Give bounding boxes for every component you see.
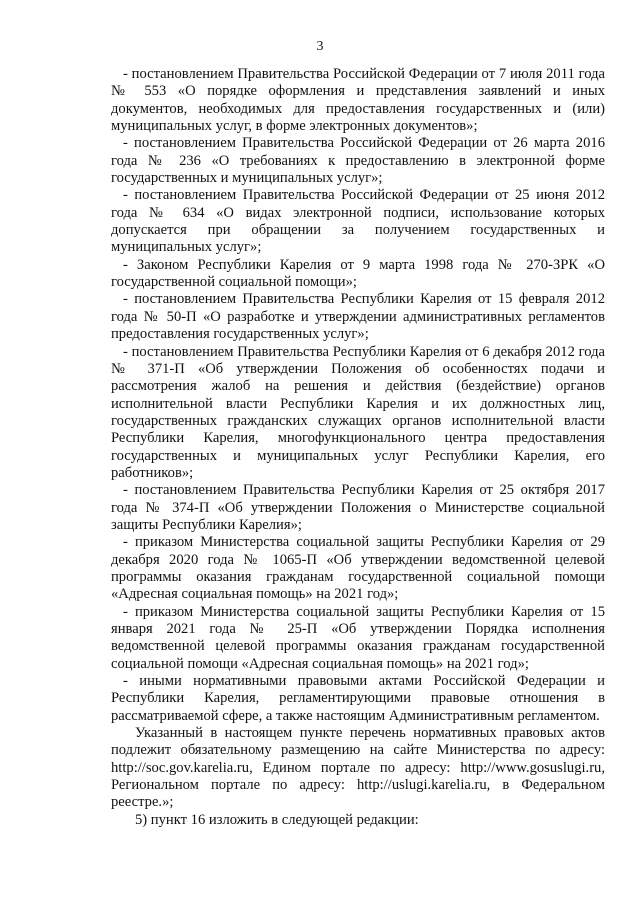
list-item-decree-50: - постановлением Правительства Республики Карелия от 15 февраля 2012 года № 50-П «О разработке и утверждении административных регламентов предоставления государственных услуг»; bbox=[111, 291, 605, 343]
list-item-order-25: - приказом Министерства социальной защиты Республики Карелия от 15 января 2021 года № 25-П «Об утверждении Порядка исполнения ведомственной целевой программы оказания гражданам государственной социальной помощи «Адресная социальная помощь» на 2021 год»; bbox=[111, 603, 605, 672]
list-item-order-1065: - приказом Министерства социальной защиты Республики Карелия от 29 декабря 2020 года № 1065-П «Об утверждении ведомственной целевой программы оказания гражданам государственной социальной помощи «Адресная социальная помощь» на 2021 год»; bbox=[111, 534, 605, 603]
page-number: 3 bbox=[316, 39, 324, 54]
list-item-decree-634: - постановлением Правительства Российской Федерации от 25 июня 2012 года № 634 «О видах электронной подписи, использование которых допускается при обращении за получением государственных и муниципальных услуг»; bbox=[111, 187, 605, 256]
publication-paragraph: Указанный в настоящем пункте перечень нормативных правовых актов подлежит обязательному размещению на сайте Министерства по адресу: http://soc.gov.karelia.ru, Едином портале по адресу: http://www.gosuslugi.ru, Региональном портале по адресу: http://uslugi.karelia.ru, в Федеральном реестре.»; bbox=[111, 725, 605, 811]
list-item-other-acts: - иными нормативными правовыми актами Российской Федерации и Республики Карелия, регламентирующими правовые отношения в рассматриваемой сфере, а также настоящим Административным регламентом. bbox=[111, 673, 605, 724]
list-item-decree-236: - постановлением Правительства Российской Федерации от 26 марта 2016 года № 236 «О требованиях к предоставлению в электронной форме государственных и муниципальных услуг»; bbox=[111, 135, 605, 187]
list-item-decree-371: - постановлением Правительства Республики Карелия от 6 декабря 2012 года № 371-П «Об утверждении Положения об особенностях подачи и рассмотрения жалоб на решения и действия (бездействие) органов исполнительной власти Республики Карелия и их должностных лиц, государственных гражданских служащих органов исполнительной власти Республики Карелия, многофункционального центра предоставления государственных и муниципальных услуг Республики Карелия, его работников»; bbox=[111, 343, 605, 481]
list-item-decree-553: - постановлением Правительства Российской Федерации от 7 июля 2011 года № 553 «О порядке оформления и представления заявлений и иных документов, необходимых для предоставления государственных и (или) муниципальных услуг, в форме электронных документов»; bbox=[111, 66, 605, 135]
amendment-item-5: 5) пункт 16 изложить в следующей редакции: bbox=[135, 811, 419, 828]
list-item-decree-374: - постановлением Правительства Республики Карелия от 25 октября 2017 года № 374-П «Об утверждении Положения о Министерстве социальной защиты Республики Карелия»; bbox=[111, 482, 605, 533]
list-item-law-270: - Законом Республики Карелия от 9 марта 1998 года № 270-ЗРК «О государственной социальной помощи»; bbox=[111, 256, 605, 291]
document-body bbox=[111, 66, 605, 829]
